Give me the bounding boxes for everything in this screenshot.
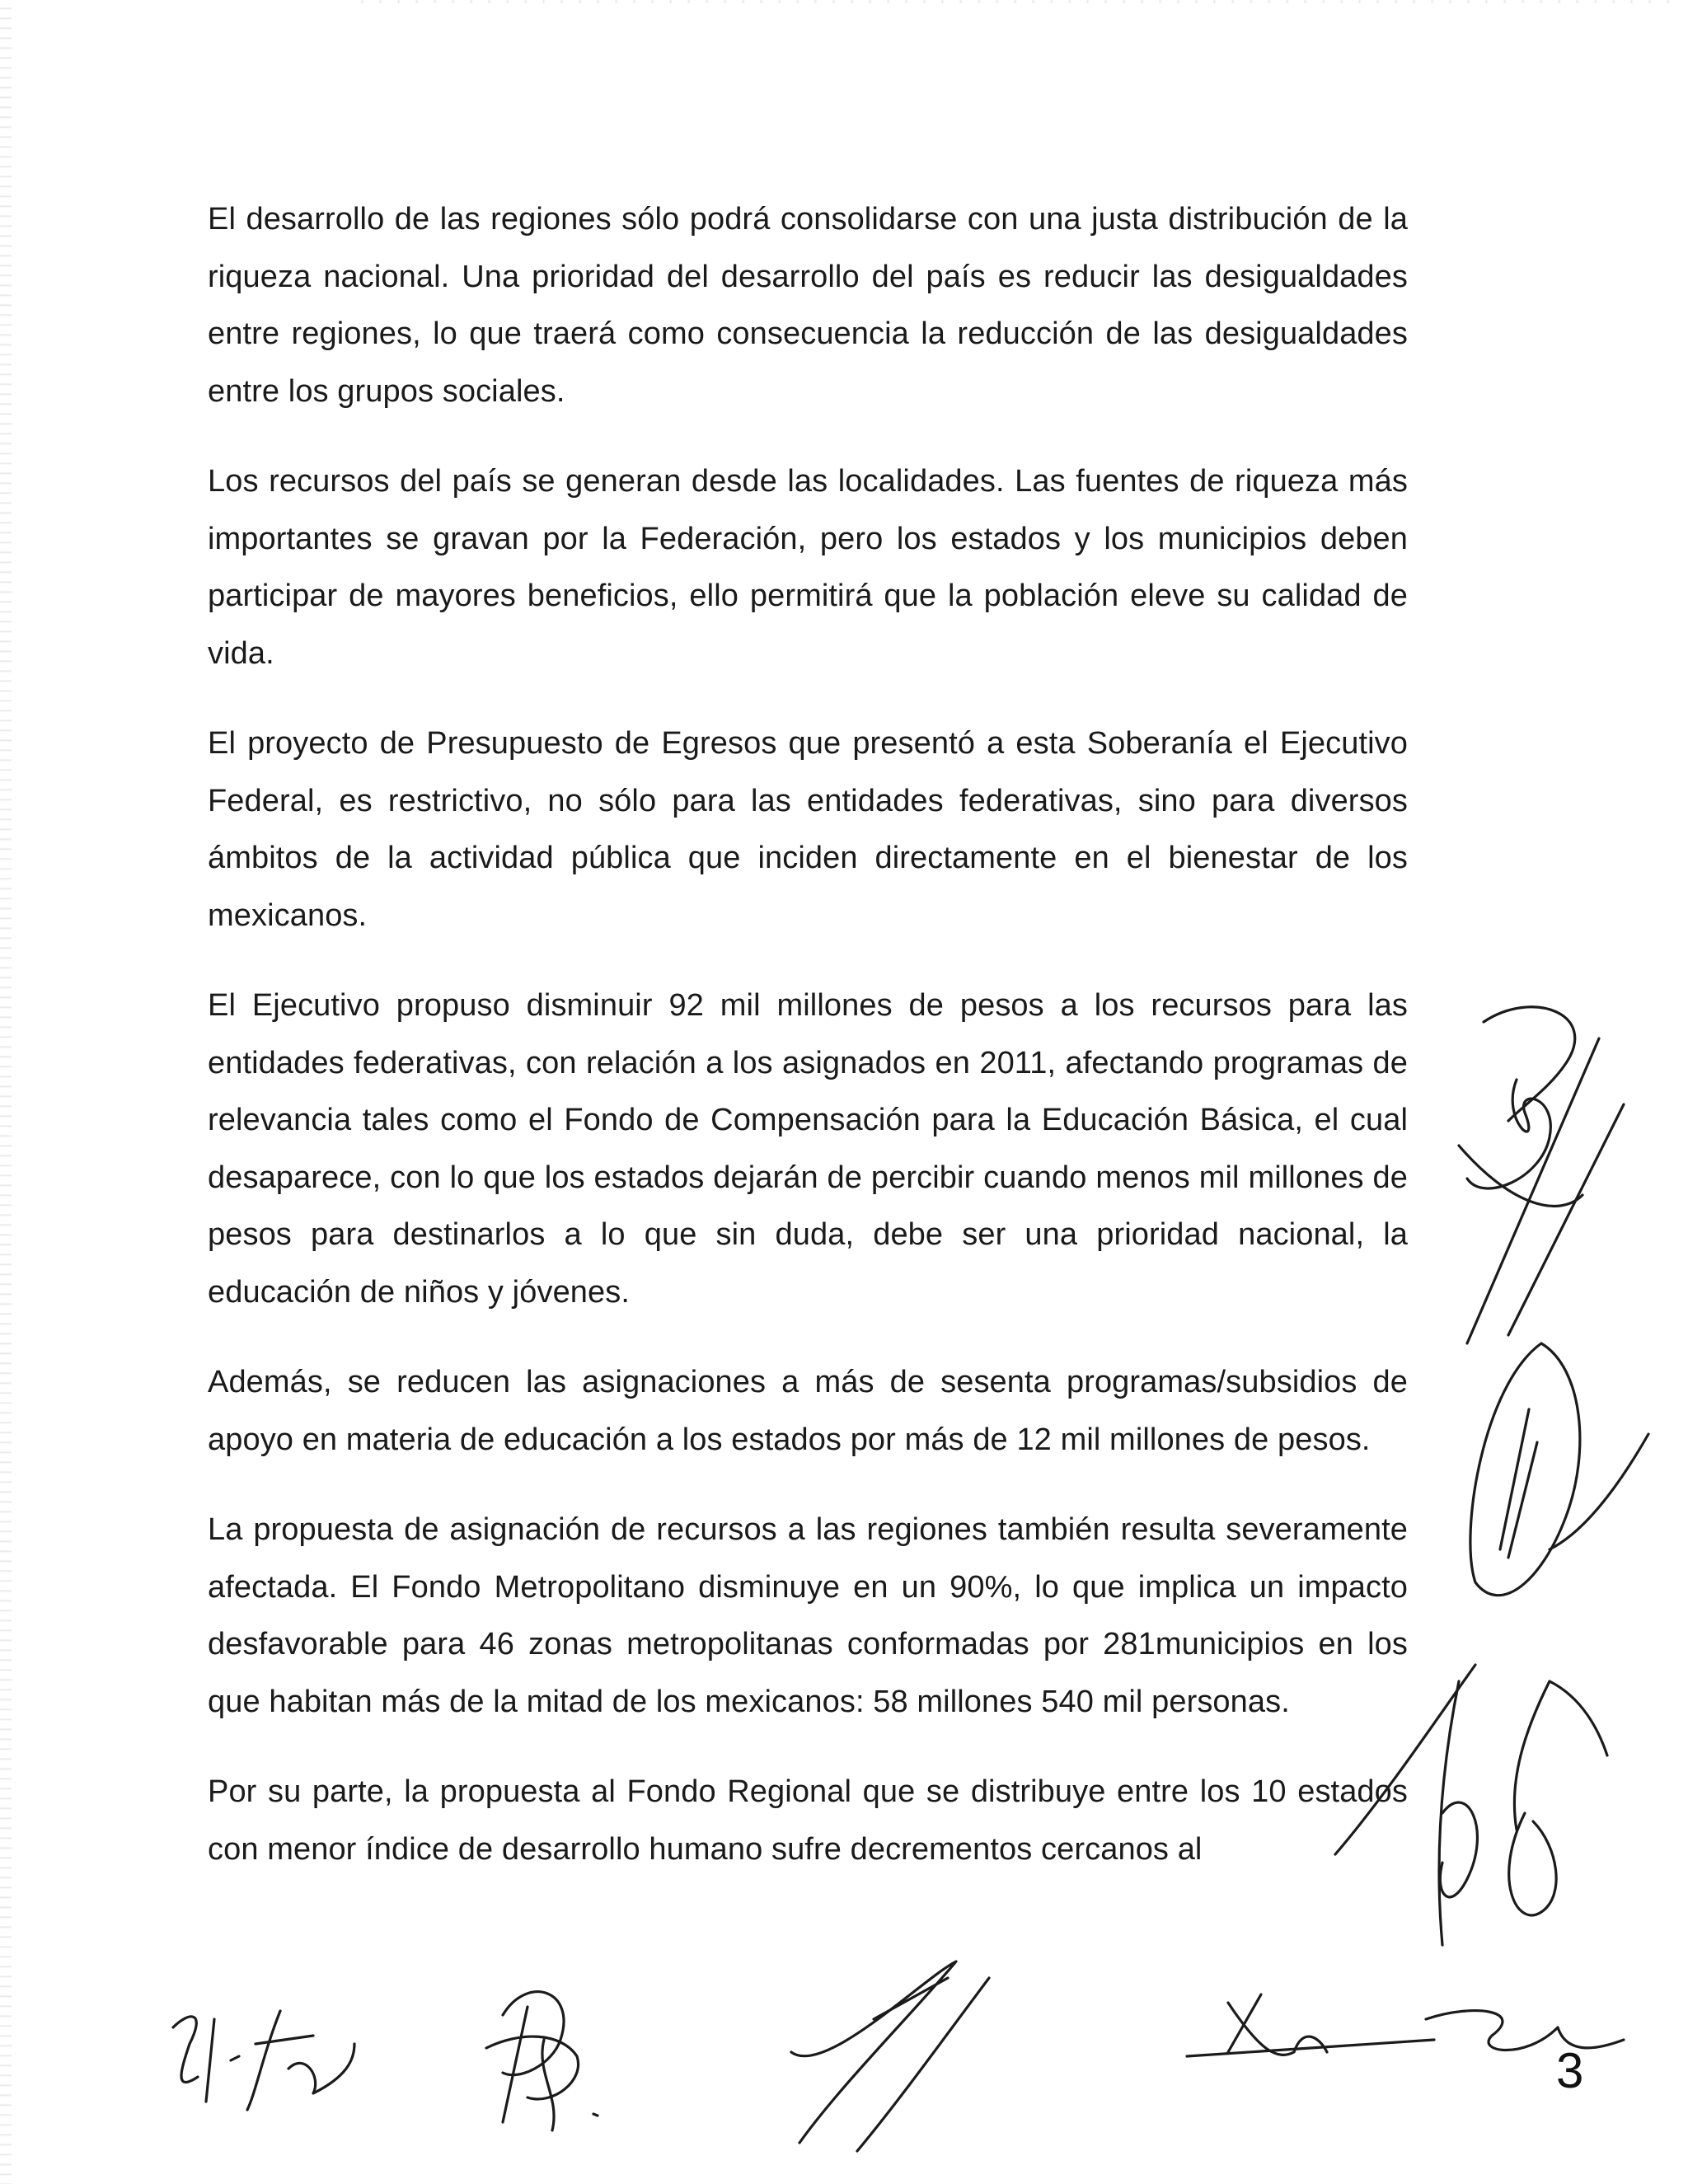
signature-right-3: [1302, 1648, 1615, 1994]
scan-edge-artifact: [0, 0, 12, 2184]
paragraph-3: El proyecto de Presupuesto de Egresos que presentó a esta Soberanía el Ejecutivo Federal, es restrictivo, no sólo para las entidades federativas, sino para diversos ámbitos de la actividad pública que inciden directamente en el bienestar de los mexicanos.: [208, 726, 1408, 933]
signature-bottom-1: [157, 1978, 371, 2110]
signature-right-2: [1451, 1335, 1657, 1607]
signature-bottom-3: [775, 1945, 1022, 2159]
page-number: 3: [1556, 2043, 1584, 2098]
paragraph-2: Los recursos del país se generan desde las localidades. Las fuentes de riqueza más importantes se gravan por la Federación, pero los estados y los municipios deben participar de mayores beneficios, ello permitirá que la población eleve su calidad de vida.: [208, 464, 1408, 671]
paragraph-6: La propuesta de asignación de recursos a las regiones también resulta severamente afectada. El Fondo Metropolitano disminuye en un 90%, lo que implica un impacto desfavorable para 46 zonas metropolitanas conformadas por 281municipios en los que habitan más de la mitad de los mexicanos: 58 millones 540 mil personas.: [208, 1512, 1408, 1719]
paragraph-4: El Ejecutivo propuso disminuir 92 mil millones de pesos a los recursos para las entidades federativas, con relación a los asignados en 2011, afectando programas de relevancia tales como el Fondo de Compensación para la Educación Básica, el cual desaparece, con lo que los estados dejarán de percibir cuando menos mil millones de pesos para destinarlos a lo que sin duda, debe ser una prioridad nacional, la educación de niños y jóvenes.: [208, 988, 1408, 1310]
scan-top-artifact: [346, 0, 1681, 3]
paragraph-1: El desarrollo de las regiones sólo podrá consolidarse con una justa distribución de la riqueza nacional. Una prioridad del desarrollo del país es reducir las desigualdades entre regiones, lo que traerá como consecuencia la reducción de las desigualdades entre los grupos sociales.: [208, 202, 1408, 409]
body-text: [208, 191, 1408, 1911]
signature-bottom-2: [453, 1974, 618, 2139]
paragraph-5: Además, se reducen las asignaciones a más de sesenta programas/subsidios de apoyo en materia de educación a los estados por más de 12 mil millones de pesos.: [208, 1365, 1408, 1457]
signature-right-1: [1434, 989, 1632, 1368]
paragraph-7: Por su parte, la propuesta al Fondo Regional que se distribuye entre los 10 estados con menor índice de desarrollo humano sufre decrementos cercanos al: [208, 1774, 1408, 1867]
